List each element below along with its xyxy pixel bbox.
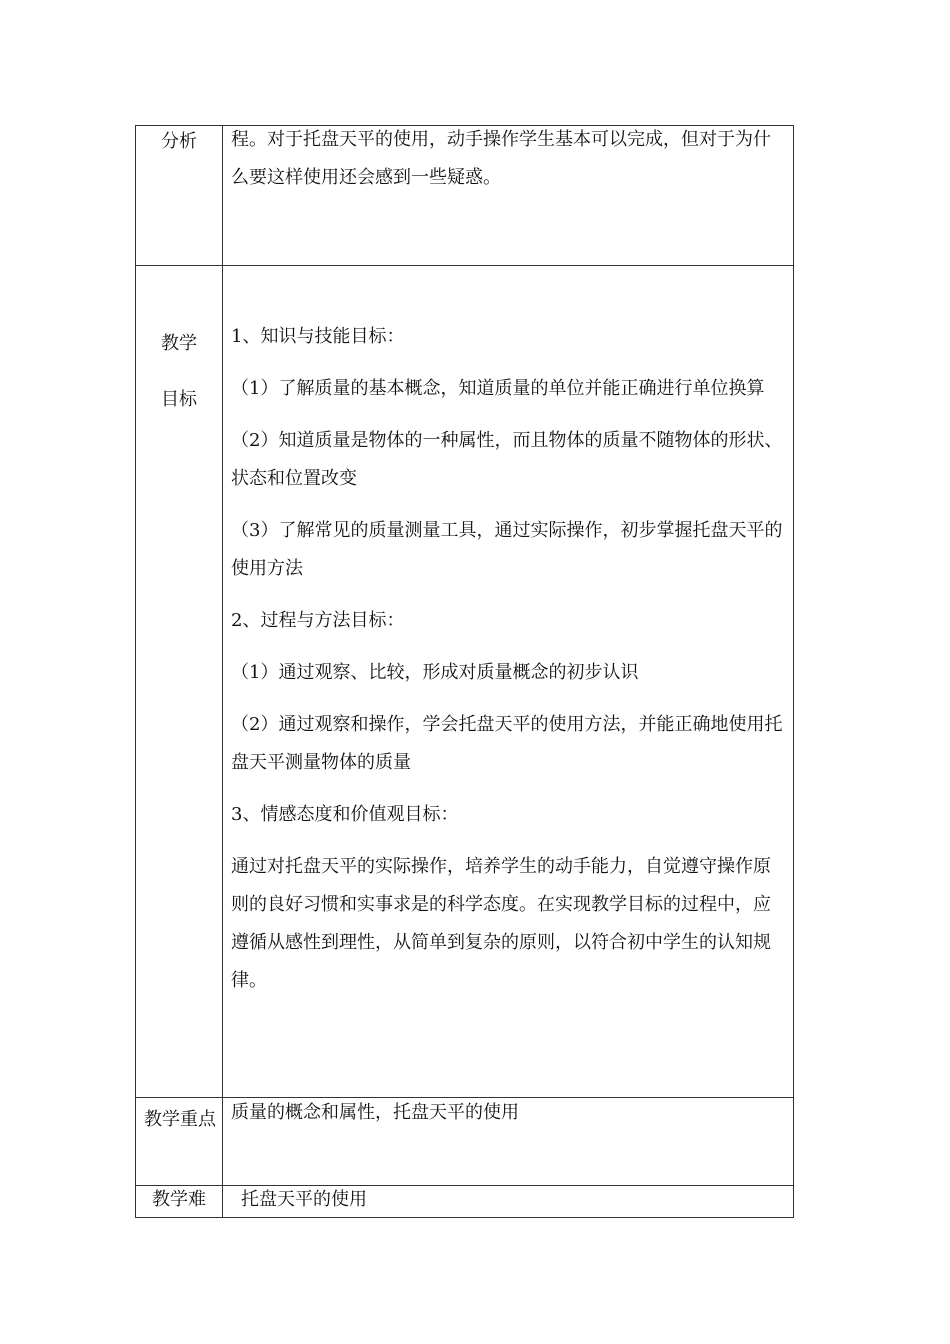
analysis-content-cell	[223, 126, 794, 266]
goals-label-line2: 目标	[161, 389, 197, 410]
key-points-text: 质量的概念和属性，托盘天平的使用	[231, 1102, 519, 1123]
key-points-row	[136, 1098, 794, 1186]
goals-label	[136, 266, 222, 428]
goal-item: （2）通过观察和操作，学会托盘天平的使用方法，并能正确地使用托盘天平测量物体的质量	[231, 714, 783, 773]
analysis-label: 分析	[161, 131, 197, 152]
goal-item: 通过对托盘天平的实际操作，培养学生的动手能力，自觉遵守操作原则的良好习惯和实事求是的科学态度。在实现教学目标的过程中，应遵循从感性到理性，从简单到复杂的原则，以符合初中学生的认知规律。	[231, 856, 771, 991]
analysis-label-cell	[136, 126, 223, 266]
difficulties-text: 托盘天平的使用	[241, 1189, 367, 1210]
goal-item: （3）了解常见的质量测量工具，通过实际操作，初步掌握托盘天平的使用方法	[231, 520, 783, 579]
difficulties-content-cell	[223, 1186, 794, 1218]
difficulties-label: 教学难	[152, 1189, 206, 1210]
key-points-content-cell	[223, 1098, 794, 1186]
difficulties-row	[136, 1186, 794, 1218]
goals-label-cell	[136, 266, 223, 1098]
goal-item: （1）了解质量的基本概念，知道质量的单位并能正确进行单位换算	[231, 378, 765, 399]
analysis-text: 程。对于托盘天平的使用，动手操作学生基本可以完成，但对于为什么要这样使用还会感到一些疑惑。	[231, 129, 771, 188]
analysis-row	[136, 126, 794, 266]
goals-row	[136, 266, 794, 1098]
key-points-label: 教学重点	[144, 1109, 216, 1130]
goals-content-cell	[223, 266, 794, 1098]
goals-label-line1: 教学	[161, 333, 197, 354]
goal-item: 1、知识与技能目标：	[231, 326, 405, 347]
goal-item: 2、过程与方法目标：	[231, 610, 405, 631]
key-points-label-cell	[136, 1098, 223, 1186]
goal-item: （2）知道质量是物体的一种属性，而且物体的质量不随物体的形状、状态和位置改变	[231, 430, 783, 489]
lesson-plan-table	[135, 125, 794, 1218]
goal-item: （1）通过观察、比较，形成对质量概念的初步认识	[231, 662, 639, 683]
goal-item: 3、情感态度和价值观目标：	[231, 804, 459, 825]
goals-content	[223, 266, 793, 1000]
difficulties-label-cell	[136, 1186, 223, 1218]
